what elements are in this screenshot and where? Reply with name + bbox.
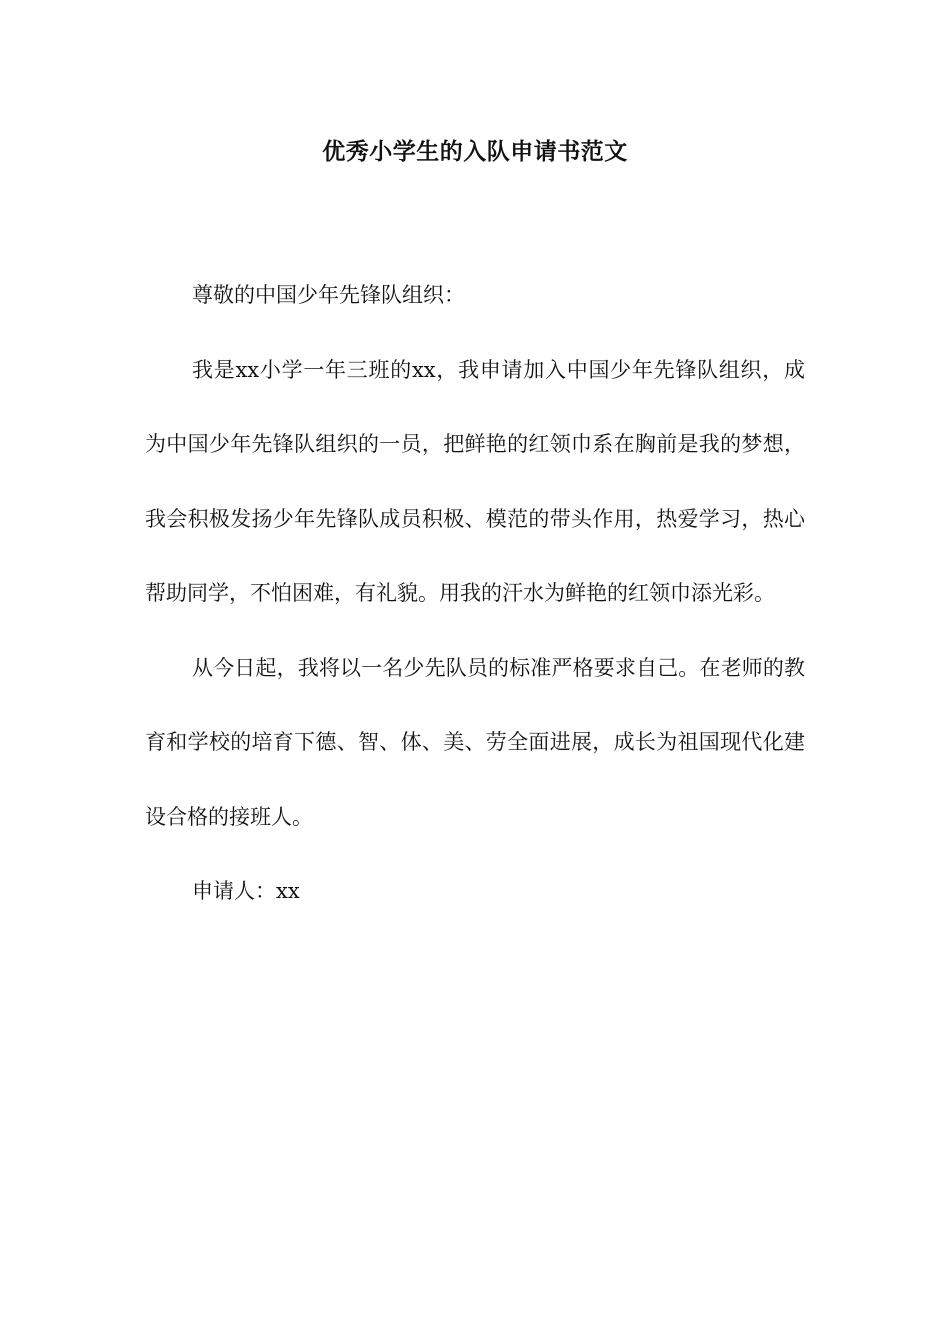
salutation: 尊敬的中国少年先锋队组织： — [192, 283, 465, 307]
document-body — [145, 258, 805, 929]
paragraph-2: 从今日起，我将以一名少先队员的标准严格要求自己。在老师的教育和学校的培育下德、智、体、美、劳全面进展，成长为祖国现代化建设合格的接班人。 — [145, 655, 805, 829]
document-title: 优秀小学生的入队申请书范文 — [322, 138, 628, 165]
signature: 申请人：xx — [192, 879, 300, 903]
paragraph-1: 我是xx小学一年三班的xx，我申请加入中国少年先锋队组织，成为中国少年先锋队组织的一员，把鲜艳的红领巾系在胸前是我的梦想，我会积极发扬少年先锋队成员积极、模范的带头作用，热爱学习，热心帮助同学，不怕困难，有礼貌。用我的汗水为鲜艳的红领巾添光彩。 — [145, 357, 805, 605]
